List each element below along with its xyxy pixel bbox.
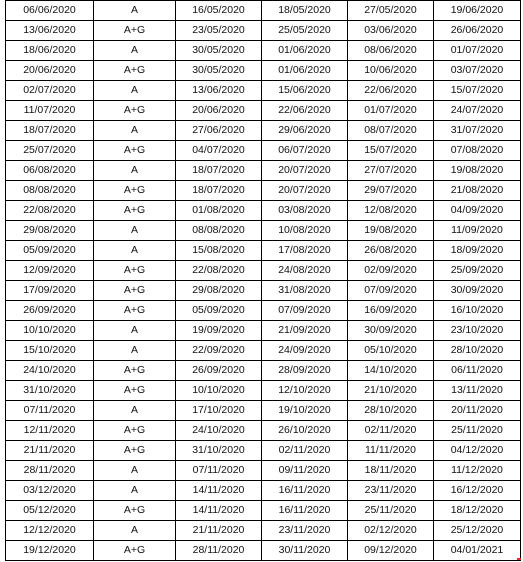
table-cell: 15/07/2020 [434, 81, 521, 101]
table-cell: 07/09/2020 [262, 301, 348, 321]
schedule-table [5, 0, 521, 561]
schedule-sheet [5, 0, 520, 561]
table-cell: 02/11/2020 [262, 441, 348, 461]
table-cell: A [94, 481, 176, 501]
table-cell: A [94, 1, 176, 21]
table-cell: 15/07/2020 [348, 141, 434, 161]
table-cell: 21/11/2020 [6, 441, 94, 461]
table-cell: 29/08/2020 [176, 281, 262, 301]
table-cell: 25/11/2020 [348, 501, 434, 521]
table-cell: 05/12/2020 [6, 501, 94, 521]
table-cell: 16/12/2020 [434, 481, 521, 501]
table-cell: 22/06/2020 [262, 101, 348, 121]
table-cell: 30/09/2020 [434, 281, 521, 301]
table-cell: 24/08/2020 [262, 261, 348, 281]
table-cell: 28/11/2020 [6, 461, 94, 481]
table-cell: 04/07/2020 [176, 141, 262, 161]
table-row [6, 101, 521, 121]
table-cell: 08/07/2020 [348, 121, 434, 141]
table-cell: 01/07/2020 [348, 101, 434, 121]
table-cell: A [94, 341, 176, 361]
table-cell: 16/10/2020 [434, 301, 521, 321]
table-cell: A+G [94, 201, 176, 221]
table-cell: 01/07/2020 [434, 41, 521, 61]
table-cell: 03/07/2020 [434, 61, 521, 81]
table-cell: 29/06/2020 [262, 121, 348, 141]
table-cell: 27/05/2020 [348, 1, 434, 21]
table-cell: 24/07/2020 [434, 101, 521, 121]
table-cell: 08/08/2020 [176, 221, 262, 241]
table-cell: A+G [94, 301, 176, 321]
table-cell: 15/06/2020 [262, 81, 348, 101]
table-cell: 27/06/2020 [176, 121, 262, 141]
table-cell: 11/07/2020 [6, 101, 94, 121]
table-cell: 05/10/2020 [348, 341, 434, 361]
table-row [6, 481, 521, 501]
table-cell: 28/09/2020 [262, 361, 348, 381]
table-cell: 19/08/2020 [434, 161, 521, 181]
table-cell: A [94, 161, 176, 181]
table-cell: 21/10/2020 [348, 381, 434, 401]
table-cell: 07/08/2020 [434, 141, 521, 161]
table-cell: A+G [94, 381, 176, 401]
table-row [6, 501, 521, 521]
table-cell: 17/09/2020 [6, 281, 94, 301]
table-cell: 18/12/2020 [434, 501, 521, 521]
table-row [6, 541, 521, 561]
table-cell: 07/09/2020 [348, 281, 434, 301]
table-cell: 06/07/2020 [262, 141, 348, 161]
table-cell: 14/10/2020 [348, 361, 434, 381]
table-cell: 09/12/2020 [348, 541, 434, 561]
table-cell: 02/09/2020 [348, 261, 434, 281]
table-cell: 01/06/2020 [262, 61, 348, 81]
table-cell: 12/08/2020 [348, 201, 434, 221]
table-cell: 20/06/2020 [6, 61, 94, 81]
table-cell: 31/08/2020 [262, 281, 348, 301]
table-cell: 07/11/2020 [176, 461, 262, 481]
table-cell: 04/09/2020 [434, 201, 521, 221]
table-cell: 28/11/2020 [176, 541, 262, 561]
table-cell: 09/11/2020 [262, 461, 348, 481]
table-cell: 06/06/2020 [6, 1, 94, 21]
table-cell: 06/11/2020 [434, 361, 521, 381]
table-cell: 03/12/2020 [6, 481, 94, 501]
table-cell: 23/11/2020 [262, 521, 348, 541]
table-row [6, 521, 521, 541]
table-cell: 31/10/2020 [176, 441, 262, 461]
table-row [6, 41, 521, 61]
table-cell: A+G [94, 421, 176, 441]
table-cell: 29/08/2020 [6, 221, 94, 241]
table-cell: A [94, 321, 176, 341]
table-cell: 04/12/2020 [434, 441, 521, 461]
table-cell: 03/08/2020 [262, 201, 348, 221]
table-cell: 19/09/2020 [176, 321, 262, 341]
table-cell: A+G [94, 21, 176, 41]
table-cell: A [94, 241, 176, 261]
table-cell: 23/10/2020 [434, 321, 521, 341]
table-cell: 20/06/2020 [176, 101, 262, 121]
table-cell: A+G [94, 441, 176, 461]
table-cell: 08/08/2020 [6, 181, 94, 201]
table-cell: A [94, 461, 176, 481]
table-cell: 02/11/2020 [348, 421, 434, 441]
table-row [6, 441, 521, 461]
table-cell: 11/12/2020 [434, 461, 521, 481]
table-row [6, 61, 521, 81]
schedule-table-body [6, 1, 521, 561]
table-cell: 18/07/2020 [176, 181, 262, 201]
table-row [6, 361, 521, 381]
table-cell: 17/10/2020 [176, 401, 262, 421]
table-cell: 31/10/2020 [6, 381, 94, 401]
table-cell: A+G [94, 101, 176, 121]
table-cell: 24/10/2020 [176, 421, 262, 441]
table-cell: 22/08/2020 [176, 261, 262, 281]
table-row [6, 341, 521, 361]
table-cell: 20/07/2020 [262, 161, 348, 181]
table-cell: 25/11/2020 [434, 421, 521, 441]
table-cell: 19/12/2020 [6, 541, 94, 561]
table-row [6, 121, 521, 141]
table-cell: 18/05/2020 [262, 1, 348, 21]
table-row [6, 261, 521, 281]
red-edge-mark [517, 558, 521, 560]
table-cell: 30/09/2020 [348, 321, 434, 341]
table-cell: 12/12/2020 [6, 521, 94, 541]
table-cell: 26/06/2020 [434, 21, 521, 41]
table-cell: 13/11/2020 [434, 381, 521, 401]
table-cell: 11/11/2020 [348, 441, 434, 461]
table-cell: A+G [94, 61, 176, 81]
table-cell: 13/06/2020 [6, 21, 94, 41]
table-row [6, 241, 521, 261]
table-cell: 23/05/2020 [176, 21, 262, 41]
table-cell: A+G [94, 261, 176, 281]
table-row [6, 381, 521, 401]
table-cell: 19/10/2020 [262, 401, 348, 421]
table-row [6, 281, 521, 301]
table-row [6, 401, 521, 421]
table-cell: 21/08/2020 [434, 181, 521, 201]
table-cell: 20/11/2020 [434, 401, 521, 421]
table-row [6, 141, 521, 161]
table-row [6, 221, 521, 241]
table-cell: A [94, 521, 176, 541]
table-cell: 18/07/2020 [176, 161, 262, 181]
table-row [6, 301, 521, 321]
table-cell: 29/07/2020 [348, 181, 434, 201]
table-cell: 27/07/2020 [348, 161, 434, 181]
table-cell: 10/10/2020 [176, 381, 262, 401]
table-cell: A [94, 81, 176, 101]
table-cell: 07/11/2020 [6, 401, 94, 421]
table-cell: 30/05/2020 [176, 61, 262, 81]
table-cell: 28/10/2020 [348, 401, 434, 421]
table-cell: 19/06/2020 [434, 1, 521, 21]
table-cell: 25/09/2020 [434, 261, 521, 281]
table-row [6, 421, 521, 441]
table-cell: 10/10/2020 [6, 321, 94, 341]
table-cell: 24/09/2020 [262, 341, 348, 361]
table-cell: 15/08/2020 [176, 241, 262, 261]
table-cell: 26/10/2020 [262, 421, 348, 441]
table-cell: 21/09/2020 [262, 321, 348, 341]
table-cell: 17/08/2020 [262, 241, 348, 261]
table-cell: 21/11/2020 [176, 521, 262, 541]
table-row [6, 181, 521, 201]
table-cell: 23/11/2020 [348, 481, 434, 501]
table-cell: A+G [94, 281, 176, 301]
table-cell: 20/07/2020 [262, 181, 348, 201]
table-cell: 22/06/2020 [348, 81, 434, 101]
table-row [6, 21, 521, 41]
table-cell: 13/06/2020 [176, 81, 262, 101]
table-cell: 31/07/2020 [434, 121, 521, 141]
table-cell: A+G [94, 541, 176, 561]
table-cell: 02/07/2020 [6, 81, 94, 101]
table-cell: 06/08/2020 [6, 161, 94, 181]
table-cell: A [94, 121, 176, 141]
table-cell: 18/07/2020 [6, 121, 94, 141]
table-cell: 25/07/2020 [6, 141, 94, 161]
table-cell: 15/10/2020 [6, 341, 94, 361]
table-cell: 12/09/2020 [6, 261, 94, 281]
table-cell: 28/10/2020 [434, 341, 521, 361]
table-cell: 18/06/2020 [6, 41, 94, 61]
table-row [6, 321, 521, 341]
table-cell: 30/11/2020 [262, 541, 348, 561]
table-cell: 03/06/2020 [348, 21, 434, 41]
table-cell: 16/05/2020 [176, 1, 262, 21]
table-cell: 26/08/2020 [348, 241, 434, 261]
table-row [6, 1, 521, 21]
table-cell: 05/09/2020 [176, 301, 262, 321]
table-cell: 22/09/2020 [176, 341, 262, 361]
table-row [6, 81, 521, 101]
table-cell: 10/08/2020 [262, 221, 348, 241]
table-cell: 25/12/2020 [434, 521, 521, 541]
table-cell: A+G [94, 141, 176, 161]
table-row [6, 461, 521, 481]
table-cell: A+G [94, 181, 176, 201]
table-cell: 02/12/2020 [348, 521, 434, 541]
table-cell: 25/05/2020 [262, 21, 348, 41]
table-cell: 05/09/2020 [6, 241, 94, 261]
table-cell: A+G [94, 361, 176, 381]
table-cell: A [94, 41, 176, 61]
table-cell: 01/06/2020 [262, 41, 348, 61]
table-cell: 10/06/2020 [348, 61, 434, 81]
table-cell: A [94, 401, 176, 421]
table-cell: 12/10/2020 [262, 381, 348, 401]
table-cell: 16/11/2020 [262, 501, 348, 521]
table-cell: 14/11/2020 [176, 481, 262, 501]
table-cell: 26/09/2020 [176, 361, 262, 381]
table-cell: 04/01/2021 [434, 541, 521, 561]
table-cell: A [94, 221, 176, 241]
table-cell: 16/11/2020 [262, 481, 348, 501]
table-cell: 26/09/2020 [6, 301, 94, 321]
table-row [6, 201, 521, 221]
table-cell: 01/08/2020 [176, 201, 262, 221]
table-cell: 08/06/2020 [348, 41, 434, 61]
table-cell: 19/08/2020 [348, 221, 434, 241]
table-cell: 30/05/2020 [176, 41, 262, 61]
table-cell: 22/08/2020 [6, 201, 94, 221]
table-cell: A+G [94, 501, 176, 521]
table-cell: 24/10/2020 [6, 361, 94, 381]
table-cell: 12/11/2020 [6, 421, 94, 441]
table-cell: 16/09/2020 [348, 301, 434, 321]
table-row [6, 161, 521, 181]
table-cell: 11/09/2020 [434, 221, 521, 241]
table-cell: 18/09/2020 [434, 241, 521, 261]
table-cell: 14/11/2020 [176, 501, 262, 521]
table-cell: 18/11/2020 [348, 461, 434, 481]
